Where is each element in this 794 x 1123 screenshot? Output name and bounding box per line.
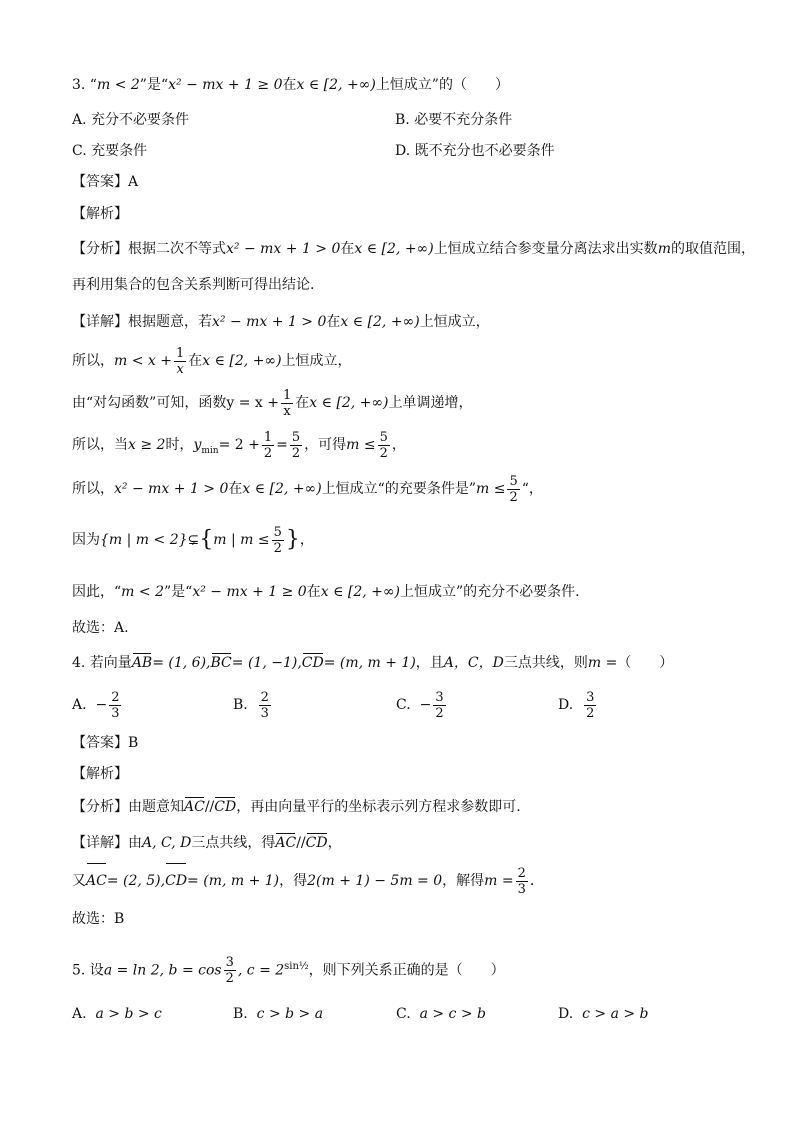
q3-l5-prefix: 所以， bbox=[72, 481, 114, 497]
q3-detail-line2 bbox=[72, 344, 352, 378]
q3-l4-fraction2 bbox=[290, 430, 302, 461]
q5-option-c-label: C. bbox=[396, 1006, 411, 1022]
q3-l6-set2: m | m ≤ bbox=[213, 532, 270, 548]
q3-l7-condition: m < 2 bbox=[121, 584, 164, 600]
q4-vector-cd-value: = (m, m + 1) bbox=[323, 655, 416, 671]
q3-l4-m: m ≤ bbox=[346, 437, 376, 453]
q3-l5-in: 在 bbox=[228, 481, 243, 497]
q4-option-d-fraction bbox=[584, 690, 596, 721]
q3-l3-domain: x ∈ [2, +∞) bbox=[309, 395, 389, 411]
q4-analysis-heading: 【解析】 bbox=[72, 766, 128, 782]
q4-fenxi-vector-ac: AC bbox=[184, 799, 205, 815]
q3-detail-line4 bbox=[72, 428, 406, 468]
q3-l4-fraction1 bbox=[262, 430, 274, 461]
q3-l2-expression: m < x + bbox=[114, 353, 172, 369]
q5-stem-denominator: 2 bbox=[225, 971, 234, 987]
q3-detail-in: 在 bbox=[326, 314, 341, 330]
q3-l2-prefix: 所以， bbox=[72, 353, 114, 369]
q3-l7-prefix: 因此，“ bbox=[72, 584, 122, 600]
q3-detail-line7 bbox=[72, 583, 580, 601]
q3-l3-fraction bbox=[281, 388, 293, 419]
q4-fenxi-parallel: // bbox=[204, 799, 215, 815]
q3-l6-fraction bbox=[272, 525, 284, 556]
q3-detail-line3 bbox=[72, 386, 473, 420]
q4-option-d bbox=[558, 688, 598, 722]
q4-stem-mid: ，且 bbox=[415, 655, 444, 671]
q3-detail-prefix: 【详解】根据题意，若 bbox=[72, 314, 212, 330]
q4-l2-suffix: . bbox=[529, 873, 535, 889]
q4-option-c-numerator: 3 bbox=[435, 689, 444, 705]
q4-option-a bbox=[72, 688, 123, 722]
q3-fenxi-variable: m bbox=[657, 241, 671, 257]
q5-stem-prefix: 5. 设 bbox=[72, 962, 104, 979]
q4-detail-mid: 三点共线，得 bbox=[191, 835, 276, 851]
q3-l6-right-brace: } bbox=[285, 527, 300, 552]
q3-l6-set1: {m | m < 2} bbox=[100, 532, 188, 548]
q4-fenxi-suffix: ，再由向量平行的坐标表示列方程求参数即可. bbox=[236, 799, 521, 815]
q4-l2-vector-cd-value: = (m, m + 1) bbox=[187, 873, 280, 889]
q3-stem-suffix: 上恒成立”的（ ） bbox=[375, 77, 509, 93]
q3-l6-prefix: 因为 bbox=[72, 532, 100, 548]
q4-option-c-fraction bbox=[433, 690, 445, 721]
q4-vector-bc-value: = (1, −1), bbox=[231, 655, 302, 671]
q4-option-a-sign: − bbox=[95, 697, 108, 713]
q3-fenxi-mid: 上恒成立结合参变量分离法求出实数 bbox=[433, 241, 658, 257]
q3-stem-in: 在 bbox=[282, 77, 297, 93]
q5-option-b-label: B. bbox=[233, 1006, 248, 1022]
q5-stem-ab: a = ln 2, b = cos bbox=[103, 962, 222, 979]
q3-l2-numerator: 1 bbox=[175, 345, 185, 361]
q3-fenxi-line1 bbox=[72, 240, 755, 258]
q3-inequality: x² − mx + 1 ≥ 0 bbox=[168, 77, 283, 93]
q4-vector-ab-value: = (1, 6), bbox=[152, 655, 211, 671]
q5-stem-fraction bbox=[224, 955, 236, 986]
q3-analysis-heading: 【解析】 bbox=[72, 206, 128, 222]
q3-condition: m < 2 bbox=[96, 77, 140, 93]
q3-l5-mid: 上恒成立“的充要条件是” bbox=[321, 481, 477, 497]
q4-option-b-numerator: 2 bbox=[260, 689, 269, 705]
q5-option-a-label: A. bbox=[72, 1006, 87, 1022]
q4-detail-suffix: ， bbox=[327, 835, 342, 851]
q4-option-a-label: A. bbox=[72, 697, 87, 713]
q3-l3-expression: y = x + bbox=[226, 395, 279, 411]
q3-answer: 【答案】A bbox=[72, 174, 139, 190]
q3-fenxi-suffix: 的取值范围， bbox=[670, 241, 755, 257]
q3-l4-mid2: ，可得 bbox=[304, 437, 347, 453]
q3-l2-fraction bbox=[174, 346, 186, 377]
q3-fenxi-inequality: x² − mx + 1 > 0 bbox=[226, 241, 341, 257]
q4-detail-line2 bbox=[72, 864, 534, 898]
q3-l7-domain: x ∈ [2, +∞) bbox=[320, 584, 401, 600]
q3-l3-in: 在 bbox=[295, 395, 310, 411]
q3-l7-suffix: 上恒成立”的充分不必要条件. bbox=[400, 584, 580, 600]
q3-option-c: C. 充要条件 bbox=[72, 143, 148, 159]
q3-fenxi-domain: x ∈ [2, +∞) bbox=[354, 241, 434, 257]
q4-detail-points: A, C, D bbox=[142, 835, 192, 851]
q4-fenxi bbox=[72, 798, 521, 816]
q3-stem-prefix: 3. “ bbox=[72, 77, 97, 93]
q4-fenxi-vector-cd: CD bbox=[214, 799, 237, 815]
q4-l2-denominator: 3 bbox=[517, 881, 526, 897]
q5-option-a bbox=[72, 1005, 162, 1023]
q3-l3-prefix: 由“对勾函数”可知，函数 bbox=[72, 395, 227, 411]
q4-option-a-fraction bbox=[109, 690, 121, 721]
q4-vector-bc: BC bbox=[210, 655, 232, 671]
q5-option-d-label: D. bbox=[558, 1006, 574, 1022]
q3-l5-numerator: 5 bbox=[509, 473, 518, 489]
q3-l4-numerator3: 5 bbox=[379, 429, 388, 445]
q4-vector-ab: AB bbox=[131, 655, 153, 671]
q3-l4-suffix: ， bbox=[391, 437, 406, 453]
q5-stem-numerator: 3 bbox=[225, 955, 234, 971]
q3-l4-mid: 时， bbox=[165, 437, 194, 453]
q3-detail-line6 bbox=[72, 522, 314, 558]
q3-fenxi-prefix: 【分析】根据二次不等式 bbox=[72, 241, 226, 257]
q3-l5-fraction bbox=[507, 474, 519, 505]
q3-l4-numerator1: 1 bbox=[263, 429, 273, 445]
q3-l4-denominator1: 2 bbox=[263, 445, 273, 461]
q5-option-a-value: a > b > c bbox=[95, 1006, 162, 1022]
q3-l5-inequality: x² − mx + 1 > 0 bbox=[114, 481, 229, 497]
q3-l4-denominator3: 2 bbox=[379, 445, 388, 461]
q5-stem bbox=[72, 950, 505, 988]
q4-detail-parallel: // bbox=[296, 835, 306, 851]
q5-stem-suffix: ，则下列关系正确的是（ ） bbox=[308, 962, 505, 979]
q4-detail-vector-ac: AC bbox=[275, 835, 297, 851]
q4-l2-mid: ，得 bbox=[279, 873, 308, 889]
q4-l2-vector-ac: AC bbox=[86, 864, 107, 898]
q3-l6-numerator: 5 bbox=[273, 524, 282, 540]
q4-stem-prefix: 4. 若向量 bbox=[72, 655, 132, 671]
q4-fenxi-prefix: 【分析】由题意知 bbox=[72, 799, 184, 815]
q3-l5-suffix: “， bbox=[521, 481, 543, 497]
q3-option-b: B. 必要不充分条件 bbox=[395, 112, 513, 128]
q4-option-d-denominator: 2 bbox=[586, 705, 595, 721]
q3-l2-domain: x ∈ [2, +∞) bbox=[202, 353, 282, 369]
q3-l2-in: 在 bbox=[188, 353, 203, 369]
q3-l6-suffix: ， bbox=[299, 532, 314, 548]
q4-l2-fraction bbox=[516, 866, 528, 897]
q3-l5-domain: x ∈ [2, +∞) bbox=[242, 481, 322, 497]
q3-l6-left-brace: { bbox=[199, 527, 214, 552]
q4-option-a-numerator: 2 bbox=[111, 689, 120, 705]
q3-detail-suffix: 上恒成立， bbox=[419, 314, 490, 330]
q3-detail-inequality: x² − mx + 1 > 0 bbox=[212, 314, 327, 330]
q4-choose: 故选：B bbox=[72, 911, 125, 927]
q3-fenxi-line2: 再利用集合的包含关系判断可得出结论. bbox=[72, 277, 315, 293]
q4-detail-line1 bbox=[72, 834, 342, 852]
q3-l7-in: 在 bbox=[306, 584, 321, 600]
q3-detail-line5 bbox=[72, 472, 543, 506]
q5-option-d bbox=[558, 1005, 649, 1023]
q4-option-d-label: D. bbox=[558, 697, 574, 713]
q3-l4-y: y bbox=[193, 437, 202, 453]
q3-l7-mid: ”是“ bbox=[164, 584, 193, 600]
q4-option-c-label: C. bbox=[396, 697, 411, 713]
q4-detail-prefix: 【详解】由 bbox=[72, 835, 142, 851]
q5-stem-c: , c = 2 bbox=[237, 962, 285, 979]
q4-vector-cd: CD bbox=[301, 655, 324, 671]
q3-detail-domain: x ∈ [2, +∞) bbox=[340, 314, 420, 330]
q4-option-a-denominator: 3 bbox=[111, 705, 120, 721]
q4-stem-end: （ ） bbox=[617, 655, 674, 671]
q3-l4-fraction3 bbox=[378, 430, 390, 461]
q5-option-c bbox=[396, 1005, 486, 1023]
q5-option-c-value: a > c > b bbox=[419, 1006, 486, 1022]
q4-option-d-numerator: 3 bbox=[586, 689, 595, 705]
q3-domain: x ∈ [2, +∞) bbox=[296, 77, 376, 93]
q3-stem-mid: ”是“ bbox=[139, 77, 169, 93]
q3-l3-denominator: x bbox=[283, 403, 291, 419]
q4-stem bbox=[72, 654, 673, 672]
q3-detail-line1 bbox=[72, 313, 490, 331]
q5-option-b-value: c > b > a bbox=[256, 1006, 324, 1022]
q3-fenxi-in: 在 bbox=[340, 241, 355, 257]
q4-l2-m: m = bbox=[484, 873, 514, 889]
q3-option-d: D. 既不充分也不必要条件 bbox=[395, 143, 555, 159]
q3-l4-prefix: 所以，当 bbox=[72, 437, 128, 453]
q5-option-b bbox=[233, 1005, 323, 1023]
q3-stem bbox=[72, 76, 509, 94]
q5-stem-exponent: sin½ bbox=[284, 961, 309, 972]
q3-l6-denominator: 2 bbox=[273, 540, 282, 556]
q3-l5-m: m ≤ bbox=[476, 481, 506, 497]
q4-option-b-label: B. bbox=[233, 697, 248, 713]
q4-stem-post: 三点共线，则 bbox=[503, 655, 588, 671]
q4-option-c-sign: − bbox=[419, 697, 432, 713]
q4-l2-equation: 2(m + 1) − 5m = 0 bbox=[307, 873, 443, 889]
q4-l2-prefix: 又 bbox=[72, 873, 86, 889]
q4-option-b-fraction bbox=[259, 690, 271, 721]
q3-l5-denominator: 2 bbox=[509, 489, 518, 505]
q4-l2-vector-ac-value: = (2, 5), bbox=[106, 873, 166, 889]
q4-l2-mid2: ，解得 bbox=[442, 873, 485, 889]
q4-option-b-denominator: 3 bbox=[260, 705, 269, 721]
q3-l3-numerator: 1 bbox=[282, 387, 292, 403]
q3-l4-condition: x ≥ 2 bbox=[128, 437, 166, 453]
q4-detail-vector-cd: CD bbox=[305, 835, 328, 851]
q3-l4-denominator2: 2 bbox=[291, 445, 301, 461]
q3-l3-suffix: 上单调递增， bbox=[388, 395, 473, 411]
q4-option-c-denominator: 2 bbox=[435, 705, 444, 721]
q5-option-d-value: c > a > b bbox=[582, 1006, 649, 1022]
q3-l6-subset-symbol: ⊊ bbox=[187, 532, 200, 548]
q3-l4-equals2: = bbox=[276, 437, 288, 453]
q3-l4-numerator2: 5 bbox=[291, 429, 301, 445]
q3-l4-subscript: min bbox=[201, 445, 219, 456]
q3-option-a: A. 充分不必要条件 bbox=[72, 112, 190, 128]
q3-l2-denominator: x bbox=[176, 361, 184, 377]
q4-points: A，C，D bbox=[443, 655, 504, 671]
q4-option-b bbox=[233, 688, 273, 722]
q3-choose: 故选：A. bbox=[72, 620, 129, 636]
q4-stem-m: m = bbox=[587, 655, 618, 671]
q4-l2-numerator: 2 bbox=[517, 865, 526, 881]
q4-answer: 【答案】B bbox=[72, 735, 139, 751]
q4-l2-vector-cd: CD bbox=[165, 864, 187, 898]
q3-l2-suffix: 上恒成立， bbox=[281, 353, 352, 369]
q3-l7-inequality: x² − mx + 1 ≥ 0 bbox=[192, 584, 307, 600]
q4-option-c bbox=[396, 688, 448, 722]
q3-l4-equals: = 2 + bbox=[218, 437, 260, 453]
